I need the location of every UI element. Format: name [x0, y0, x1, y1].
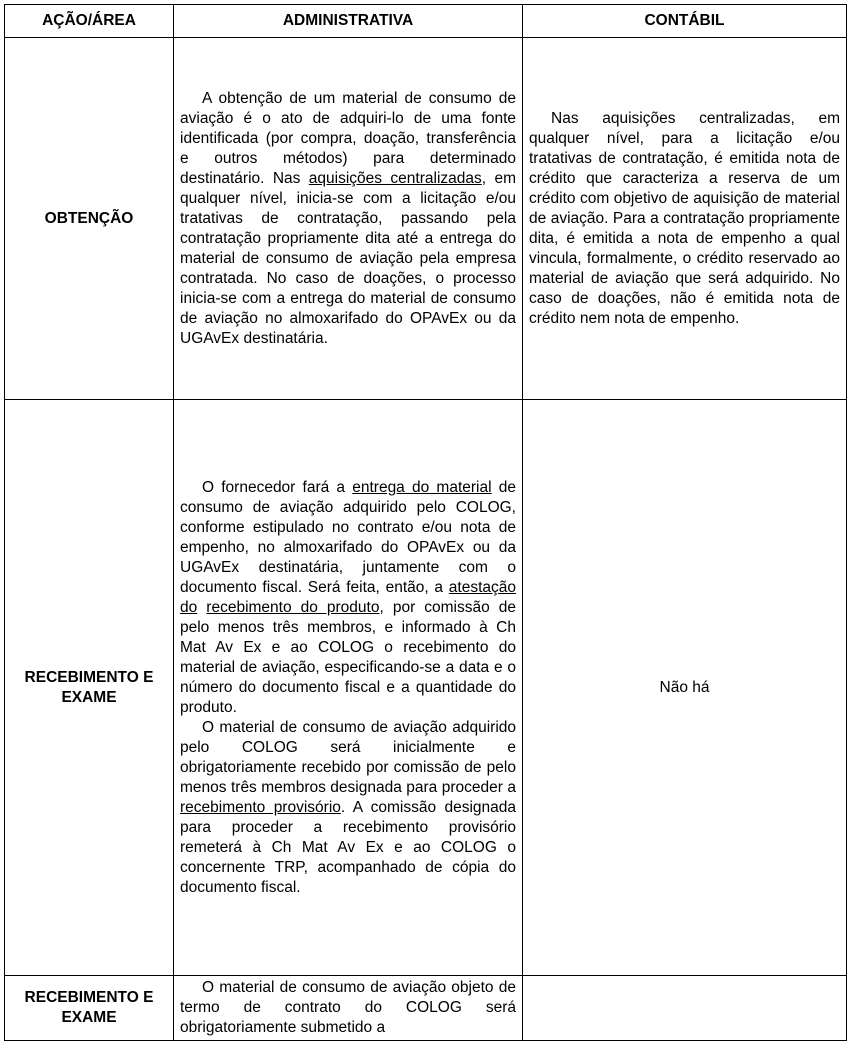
admin-cell	[174, 400, 523, 976]
admin-cell	[174, 38, 523, 400]
row-label: RECEBIMENTO E EXAME	[5, 976, 174, 1041]
admin-paragraph: O material de consumo de aviação objeto de termo de contrato do COLOG será obrigatoriamente submetido a	[180, 979, 516, 1036]
underlined-term: entrega do material	[352, 478, 492, 496]
header-contabil: CONTÁBIL	[523, 5, 847, 38]
admin-paragraph: O fornecedor fará a entrega do material de consumo de aviação adquirido pelo COLOG, conforme estipulado no contrato e/ou nota de empenho, no almoxarifado do OPAvEx ou da UGAvEx destinatária, juntamente com o documento fiscal. Será feita, então, a atestação do recebimento do produto, por comissão de pelo menos três membros, e informado à Ch Mat Av Ex e ao COLOG o recebimento do material de aviação, especificando-se a data e o número do documento fiscal e a quantidade do produto.	[180, 478, 517, 716]
admin-cell	[174, 976, 523, 1041]
acao-area-table	[4, 4, 847, 1041]
contabil-cell: Não há	[523, 400, 847, 976]
underlined-term: atestação do	[180, 578, 516, 616]
header-acao-area: AÇÃO/ÁREA	[5, 5, 174, 38]
contabil-cell	[523, 976, 847, 1041]
underlined-term: recebimento do produto	[206, 598, 380, 616]
table-row-recebimento-exame-2	[5, 976, 847, 1041]
header-row	[5, 5, 847, 38]
contabil-cell	[523, 38, 847, 400]
row-label: RECEBIMENTO E EXAME	[5, 400, 174, 976]
admin-paragraph: O material de consumo de aviação adquirido pelo COLOG será inicialmente e obrigatoriamente recebido por comissão de pelo menos três membros designada para proceder a recebimento provisório. A comissão designada para proceder a recebimento provisório remeterá à Ch Mat Av Ex e ao COLOG o concernente TRP, acompanhado de cópia do documento fiscal.	[180, 718, 517, 896]
table-row-obtencao	[5, 38, 847, 400]
table-row-recebimento-exame	[5, 400, 847, 976]
row-label: OBTENÇÃO	[5, 38, 174, 400]
contabil-paragraph: Nas aquisições centralizadas, em qualquer nível, para a licitação e/ou tratativas de contratação, é emitida nota de crédito que caracteriza a reserva de um crédito com objetivo de aquisição de material de aviação. Para a contratação propriamente dita, é emitida a nota de empenho a qual vincula, formalmente, o crédito reservado ao material de aviação que será adquirido. No caso de doações, não é emitida nota de crédito nem nota de empenho.	[529, 109, 840, 327]
admin-paragraph: A obtenção de um material de consumo de aviação é o ato de adquiri-lo de uma fonte identificada (por compra, doação, transferência e outros métodos) para determinado destinatário. Nas aquisições centralizadas, em qualquer nível, inicia-se com a licitação e/ou tratativas de contratação, passando pela contratação propriamente dita até a entrega do material de consumo de aviação pela empresa contratada. No caso de doações, o processo inicia-se com a entrega do material de consumo de aviação no almoxarifado do OPAvEx ou da UGAvEx destinatária.	[180, 89, 516, 347]
underlined-term: recebimento provisório	[180, 798, 341, 816]
underlined-term: aquisições centralizadas	[308, 169, 482, 187]
header-administrativa: ADMINISTRATIVA	[174, 5, 523, 38]
